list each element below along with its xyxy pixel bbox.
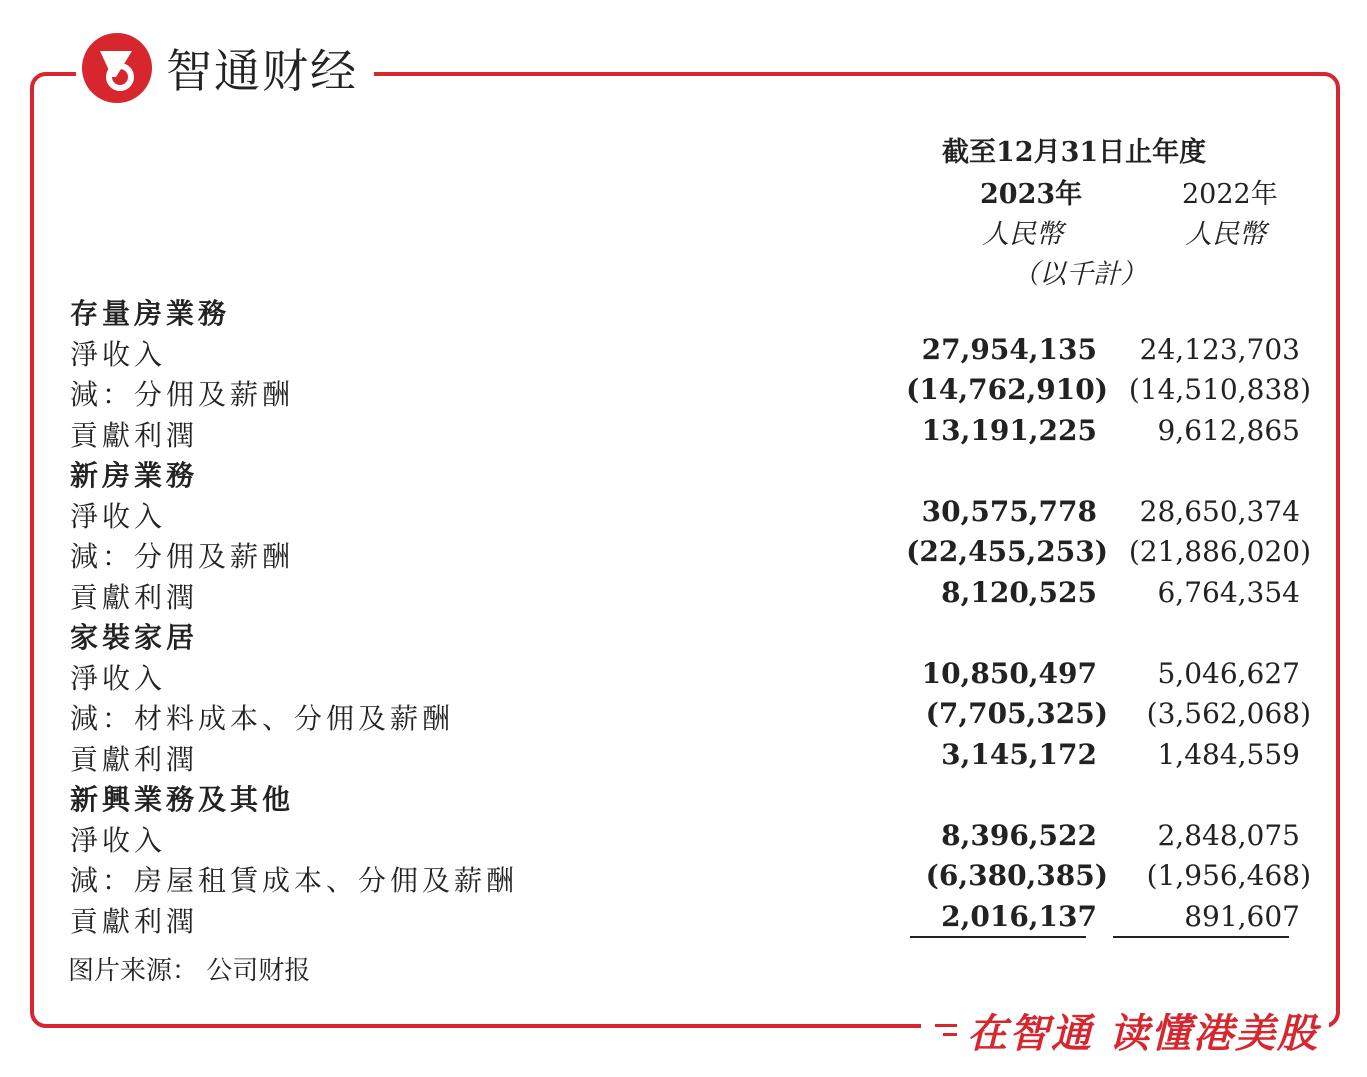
row-label: 淨收入 — [70, 823, 167, 857]
brand-name: 智通财经 — [166, 44, 358, 98]
table-row — [0, 819, 1367, 859]
total-underline-2022 — [1113, 936, 1289, 938]
value-2022: 24,123,703 — [1139, 332, 1300, 366]
unit-note: （以千計） — [1012, 259, 1147, 290]
section-header-row — [0, 454, 1367, 494]
value-2022: 1,484,559 — [1157, 737, 1300, 771]
row-label: 貢獻利潤 — [70, 418, 199, 452]
slogan-text: 在智通 读懂港美股 — [967, 1010, 1319, 1057]
value-2022: 2,848,075 — [1157, 818, 1300, 852]
source-note: 图片来源： 公司财报 — [68, 956, 311, 986]
value-2023: 13,191,225 — [921, 413, 1097, 447]
value-2023: (22,455,253) — [906, 535, 1108, 568]
slogan-decoration — [935, 1024, 957, 1036]
row-label: 貢獻利潤 — [70, 904, 199, 938]
row-label: 淨收入 — [70, 661, 167, 695]
section-header-row — [0, 778, 1367, 818]
total-underline-2023 — [910, 936, 1086, 938]
logo-mark-icon — [82, 33, 152, 103]
value-2023: 30,575,778 — [921, 494, 1097, 528]
value-2022: (1,956,468) — [1146, 859, 1311, 892]
value-2022: 891,607 — [1184, 899, 1300, 933]
value-2023: 8,396,522 — [941, 818, 1097, 852]
section-title: 新房業務 — [70, 459, 199, 492]
value-2022: 5,046,627 — [1157, 656, 1300, 690]
section-title: 存量房業務 — [70, 297, 231, 330]
table-row — [0, 414, 1367, 454]
col-2022-year: 2022年 — [1182, 179, 1278, 210]
value-2023: (14,762,910) — [906, 373, 1108, 406]
value-2022: (3,562,068) — [1146, 697, 1311, 730]
value-2023: 27,954,135 — [921, 332, 1097, 366]
row-label: 淨收入 — [70, 499, 167, 533]
row-label: 減：分佣及薪酬 — [70, 378, 295, 411]
row-label: 減：房屋租賃成本、分佣及薪酬 — [70, 864, 519, 897]
section-title: 新興業務及其他 — [70, 783, 295, 816]
section-title: 家裝家居 — [70, 621, 199, 654]
section-header-row — [0, 616, 1367, 656]
table-row — [0, 495, 1367, 535]
row-label: 淨收入 — [70, 337, 167, 371]
col-2023-currency: 人民幣 — [982, 219, 1063, 250]
value-2022: 28,650,374 — [1139, 494, 1300, 528]
table-row — [0, 697, 1367, 737]
value-2022: (14,510,838) — [1128, 373, 1311, 406]
section-header-row — [0, 292, 1367, 332]
row-label: 貢獻利潤 — [70, 742, 199, 776]
value-2022: (21,886,020) — [1128, 535, 1311, 568]
row-label: 減：材料成本、分佣及薪酬 — [70, 702, 455, 735]
value-2022: 9,612,865 — [1157, 413, 1300, 447]
col-2023-year: 2023年 — [980, 179, 1083, 210]
slogan-banner — [921, 1000, 1329, 1060]
col-2022-currency: 人民幣 — [1185, 219, 1266, 250]
table-row — [0, 535, 1367, 575]
row-label: 減：分佣及薪酬 — [70, 540, 295, 573]
row-label: 貢獻利潤 — [70, 580, 199, 614]
value-2023: 2,016,137 — [941, 899, 1097, 933]
value-2023: 10,850,497 — [921, 656, 1097, 690]
table-row — [0, 373, 1367, 413]
value-2023: 3,145,172 — [941, 737, 1097, 771]
table-row — [0, 333, 1367, 373]
table-row — [0, 657, 1367, 697]
table-row — [0, 576, 1367, 616]
value-2023: (6,380,385) — [925, 859, 1108, 892]
table-row — [0, 738, 1367, 778]
table-row — [0, 900, 1367, 940]
value-2023: 8,120,525 — [941, 575, 1097, 609]
table-row — [0, 859, 1367, 899]
value-2022: 6,764,354 — [1157, 575, 1300, 609]
value-2023: (7,705,325) — [925, 697, 1108, 730]
period-header: 截至12月31日止年度 — [942, 137, 1207, 168]
brand-logo — [76, 18, 374, 118]
